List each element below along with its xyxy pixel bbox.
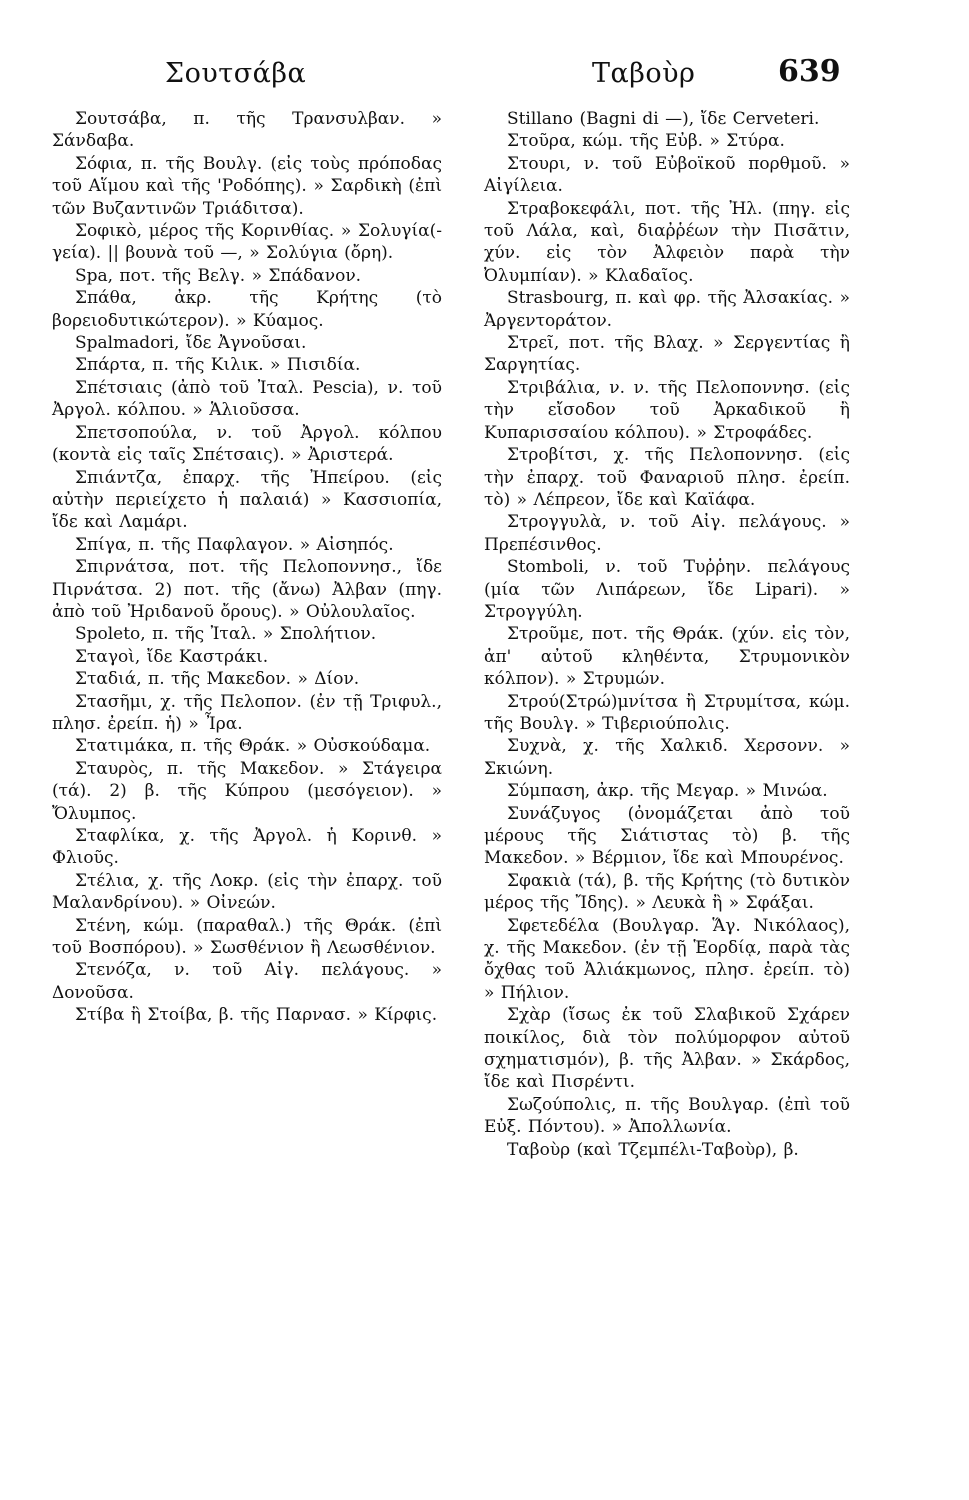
dictionary-entry: Σωζούπολις, π. τῆς Βουλγαρ. (ἐπὶ τοῦ Εὐξ. Πόντου). » Ἀπολλωνία. xyxy=(484,1094,850,1138)
dictionary-entry: Στροβίτσι, χ. τῆς Πελοποννησ. (εἰς τὴν ἐπαρχ. τοῦ Φαναριοῦ πλησ. ἐρείπ. τὸ) » Λέπρεον, ἴδε καὶ Καϊάφα. xyxy=(484,445,850,510)
dictionary-entry: Σπάθα, ἀκρ. τῆς Κρήτης (τὸ βορειοδυτικώτερον). » Κύαμος. xyxy=(52,288,442,331)
dictionary-entry: Strasbourg, π. καὶ φρ. τῆς Ἀλσακίας. » Ἀργεντοράτον. xyxy=(484,288,850,331)
dictionary-entry: Spalmadori, ἴδε Ἀγνοῦσαι. xyxy=(74,333,307,354)
dictionary-entry: Σουτσάβα, π. τῆς Τρανσυλβαν. » Σάνδαβα. xyxy=(52,109,442,152)
dictionary-entry: Σφακιὰ (τά), β. τῆς Κρήτης (τὸ δυτικὸν μέρος τῆς Ἴδης). » Λευκὰ ἢ » Σφάξαι. xyxy=(484,870,850,914)
dictionary-entry: Στρογγυλὰ, ν. τοῦ Αἰγ. πελάγους. » Πρεπέσινθος. xyxy=(484,512,850,555)
dictionary-entry: Στρού(Στρώ)μνίτσα ἢ Στρυμίτσα, κώμ. τῆς Βουλγ. » Τιβεριούπολις. xyxy=(484,691,850,734)
dictionary-entry: Σταδιά, π. τῆς Μακεδον. » Δίον. xyxy=(74,669,360,690)
right-column xyxy=(484,108,850,1161)
dictionary-entry: Στρεῖ, ποτ. τῆς Βλαχ. » Σεργεντίας ἢ Σαργητίας. xyxy=(484,333,850,376)
dictionary-entry: Σόφια, π. τῆς Βουλγ. (εἰς τοὺς πρόποδας τοῦ Αἵμου καὶ τῆς 'Ροδόπης). » Σαρδικὴ (ἐπὶ τῶν Βυζαντινῶν Τριάδιτσα). xyxy=(52,153,442,219)
dictionary-entry: Σπάρτα, π. τῆς Κιλικ. » Πισιδία. xyxy=(74,355,361,376)
dictionary-entry: Στραβοκεφάλι, ποτ. τῆς Ἠλ. (πηγ. εἰς τοῦ Λάλα, καὶ, διαῤῥέων τὴν Πισᾶτιν, χύν. εἰς τὸν Ἀλφειὸν παρὰ τὴν Ὀλυμπίαν). » Κλαδαῖος. xyxy=(484,198,850,286)
page-header xyxy=(0,52,969,96)
left-column xyxy=(52,108,442,1027)
dictionary-entry: Στοῦρα, κώμ. τῆς Εὐβ. » Στύρα. xyxy=(506,131,785,152)
dictionary-entry: Ταβοὺρ (καὶ Τζεμπέλι-Ταβοὺρ), β. xyxy=(506,1139,799,1160)
dictionary-entry: Σοφικὸ, μέρος τῆς Κορινθίας. » Σολυγία(-γεία). || βουνὰ τοῦ —, » Σολύγια (ὄρη). xyxy=(52,221,442,264)
dictionary-entry: Στουρι, ν. τοῦ Εὐβοϊκοῦ πορθμοῦ. » Αἰγίλεια. xyxy=(484,153,850,197)
page-number: 639 xyxy=(778,54,841,89)
dictionary-entry: Σταυρὸς, π. τῆς Μακεδον. » Στάγειρα (τά). 2) β. τῆς Κύπρου (μεσόγειον). » Ὄλυμπος. xyxy=(52,758,442,824)
dictionary-entry: Σπετσοπούλα, ν. τοῦ Ἀργολ. κόλπου (κοντὰ εἰς ταῖς Σπέτσαις). » Ἀριστερά. xyxy=(52,422,442,466)
dictionary-entry: Στατιμάκα, π. τῆς Θράκ. » Οὐσκούδαμα. xyxy=(74,736,431,757)
dictionary-entry: Στενόζα, ν. τοῦ Αἰγ. πελάγους. » Δονοῦσα. xyxy=(52,960,442,1003)
dictionary-entry: Spoleto, π. τῆς Ἰταλ. » Σπολήτιον. xyxy=(74,624,377,645)
dictionary-entry: Στέλια, χ. τῆς Λοκρ. (εἰς τὴν ἐπαρχ. τοῦ Μαλανδρίνου). » Οἰνεών. xyxy=(52,870,442,914)
dictionary-entry: Συνάζυγος (ὀνομάζεται ἀπὸ τοῦ μέρους τῆς Σιάτιστας τὸ) β. τῆς Μακεδον. » Βέρμιον, ἴδε καὶ Μπουρένος. xyxy=(484,803,850,869)
dictionary-entry: Στροῦμε, ποτ. τῆς Θράκ. (χύν. εἰς τὸν, ἀπ' αὐτοῦ κληθέντα, Στρυμονικὸν κόλπον). » Στρυμών. xyxy=(484,624,850,690)
dictionary-entry: Σφετεδέλα (Βουλγαρ. Ἅγ. Νικόλαος), χ. τῆς Μακεδον. (ἐν τῇ Ἑορδίᾳ, παρὰ τὰς ὄχθας τοῦ Ἀλιάκμωνος, πλησ. ἐρείπ. τὸ) » Πήλιον. xyxy=(484,915,850,1003)
dictionary-entry: Στίβα ἢ Στοίβα, β. τῆς Παρνασ. » Κίρφις. xyxy=(74,1005,438,1026)
left-running-headword: Σουτσάβα xyxy=(165,58,307,89)
dictionary-entry: Στριβάλια, ν. ν. τῆς Πελοποννησ. (εἰς τὴν εἴσοδον τοῦ Ἀρκαδικοῦ ἢ Κυπαρισσαίου κόλπου). » Στροφάδες. xyxy=(484,377,850,443)
dictionary-entry: Συχνὰ, χ. τῆς Χαλκιδ. Χερσονν. » Σκιώνη. xyxy=(484,736,850,779)
dictionary-entry: Σπέτσιαις (ἀπὸ τοῦ Ἰταλ. Pescia), ν. τοῦ Ἀργολ. κόλπου. » Ἁλιοῦσσα. xyxy=(52,377,442,421)
dictionary-entry: Stillano (Bagni di —), ἴδε Cerveteri. xyxy=(506,109,820,129)
dictionary-entry: Stomboli, ν. τοῦ Τυῤῥην. πελάγους (μία τῶν Λιπάρεων, ἴδε Lipari). » Στρογγύλη. xyxy=(484,557,850,622)
dictionary-entry: Spa, ποτ. τῆς Βελγ. » Σπάδανον. xyxy=(74,265,362,286)
dictionary-entry: Σπιρνάτσα, ποτ. τῆς Πελοποννησ., ἴδε Πιρνάτσα. 2) ποτ. τῆς (ἄνω) Ἀλβαν (πηγ. ἀπὸ τοῦ Ἠριδανοῦ ὄρους). » Οὐλουλαῖος. xyxy=(52,557,442,622)
dictionary-entry: Σύμπαση, ἀκρ. τῆς Μεγαρ. » Μινώα. xyxy=(506,781,828,802)
dictionary-entry: Στασῆμι, χ. τῆς Πελοπον. (ἐν τῇ Τριφυλ., πλησ. ἐρείπ. ἡ) » Ἶρα. xyxy=(52,691,442,734)
dictionary-entry: Σταφλίκα, χ. τῆς Ἀργολ. ἡ Κορινθ. » Φλιοῦς. xyxy=(52,826,442,869)
dictionary-entry: Σχὰρ (ἴσως ἐκ τοῦ Σλαβικοῦ Σχάρεν ποικίλος, διὰ τὸν πολύμορφον αὐτοῦ σχηματισμόν), β. τῆς Ἀλβαν. » Σκάρδος, ἴδε καὶ Πισρέντι. xyxy=(484,1005,850,1093)
dictionary-entry: Σπιάντζα, ἐπαρχ. τῆς Ἠπείρου. (εἰς αὐτὴν περιείχετο ἡ παλαιά) » Κασσιοπία, ἴδε καὶ Λαμάρι. xyxy=(52,467,442,533)
dictionary-entry: Σταγοὶ, ἴδε Καστράκι. xyxy=(74,646,269,667)
dictionary-entry: Στένη, κώμ. (παραθαλ.) τῆς Θράκ. (ἐπὶ τοῦ Βοσπόρου). » Σωσθένιον ἢ Λεωσθένιον. xyxy=(52,915,442,959)
right-running-headword: Ταβοὺρ xyxy=(592,58,696,89)
dictionary-entry: Σπίγα, π. τῆς Παφλαγον. » Αἰσηπός. xyxy=(74,534,394,555)
